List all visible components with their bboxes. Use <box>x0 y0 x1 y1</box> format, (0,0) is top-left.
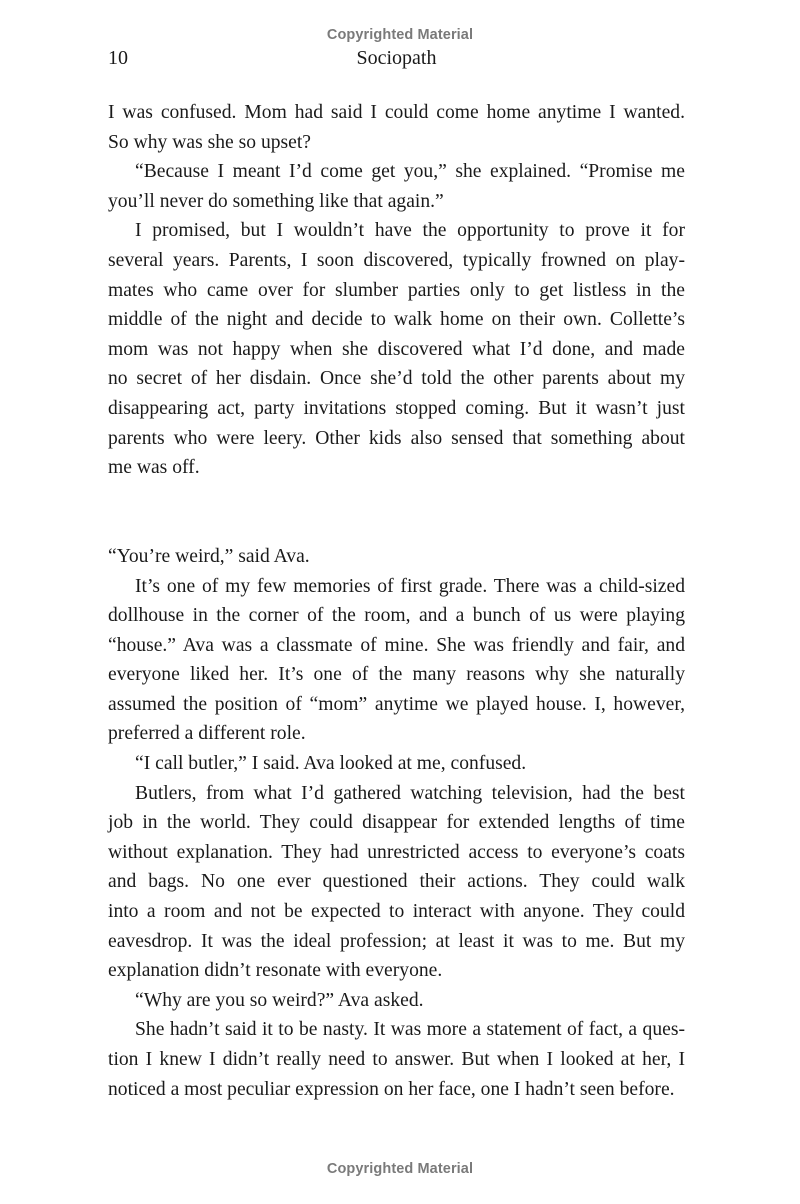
text-line: I promised, but I wouldn’t have the opportunity to prove it for <box>135 220 685 242</box>
text-line: She hadn’t said it to be nasty. It was more a statement of fact, a ques- <box>135 1019 685 1041</box>
text-line: no secret of her disdain. Once she’d told the other parents about my <box>108 368 685 390</box>
section-two <box>108 542 685 1104</box>
text-line: dollhouse in the corner of the room, and a bunch of us were playing <box>108 605 685 627</box>
text-line: “You’re weird,” said Ava. <box>108 545 310 567</box>
text-line: you’ll never do something like that again.” <box>108 190 444 212</box>
text-line: several years. Parents, I soon discovered, typically frowned on play- <box>108 249 685 271</box>
book-title: Sociopath <box>356 47 437 69</box>
text-line: middle of the night and decide to walk home on their own. Collette’s <box>108 309 685 331</box>
paragraph <box>108 542 685 572</box>
text-line: job in the world. They could disappear for extended lengths of time <box>108 812 685 834</box>
text-line: Butlers, from what I’d gathered watching television, had the best <box>135 782 685 804</box>
running-head <box>108 47 685 77</box>
section-one <box>108 98 685 483</box>
text-line: into a room and not be expected to interact with anyone. They could <box>108 901 685 923</box>
paragraph <box>108 986 685 1016</box>
text-line: eavesdrop. It was the ideal profession; at least it was to me. But my <box>108 930 685 952</box>
section-break <box>108 483 685 542</box>
text-line: disappearing act, party invitations stopped coming. But it wasn’t just <box>108 397 685 419</box>
page-body <box>108 98 685 1104</box>
text-line: tion I knew I didn’t really need to answer. But when I looked at her, I <box>108 1049 685 1070</box>
text-line: and bags. No one ever questioned their actions. They could walk <box>108 871 685 893</box>
text-line: So why was she so upset? <box>108 131 311 153</box>
text-line: everyone liked her. It’s one of the many reasons why she naturally <box>108 664 685 686</box>
copyright-watermark-top: Copyrighted Material <box>326 27 474 43</box>
text-line: “Because I meant I’d come get you,” she explained. “Promise me <box>135 161 685 183</box>
paragraph <box>108 779 685 986</box>
text-line: mom was not happy when she discovered what I’d done, and made <box>108 338 685 360</box>
paragraph <box>108 1015 685 1104</box>
text-line: me was off. <box>108 457 200 479</box>
text-line: “I call butler,” I said. Ava looked at me, confused. <box>135 753 527 775</box>
text-line: mates who came over for slumber parties only to get listless in the <box>108 279 685 301</box>
paragraph <box>108 572 685 750</box>
text-line: “house.” Ava was a classmate of mine. She was friendly and fair, and <box>108 634 685 656</box>
paragraph <box>108 216 685 482</box>
text-line: preferred a different role. <box>108 723 306 745</box>
paragraph <box>108 157 685 216</box>
copyright-watermark-bottom: Copyrighted Material <box>326 1161 474 1177</box>
text-line: “Why are you so weird?” Ava asked. <box>135 989 424 1011</box>
text-line: It’s one of my few memories of first grade. There was a child-sized <box>135 575 685 597</box>
paragraph <box>108 98 685 157</box>
text-line: parents who were leery. Other kids also sensed that something about <box>108 427 685 449</box>
text-line: explanation didn’t resonate with everyone. <box>108 960 443 982</box>
text-line: without explanation. They had unrestricted access to everyone’s coats <box>108 841 685 863</box>
text-line: noticed a most peculiar expression on her face, one I hadn’t seen before. <box>108 1078 675 1100</box>
text-line: I was confused. Mom had said I could come home anytime I wanted. <box>108 102 685 123</box>
paragraph <box>108 749 685 779</box>
page-number: 10 <box>108 47 128 69</box>
text-line: assumed the position of “mom” anytime we played house. I, however, <box>108 693 685 715</box>
